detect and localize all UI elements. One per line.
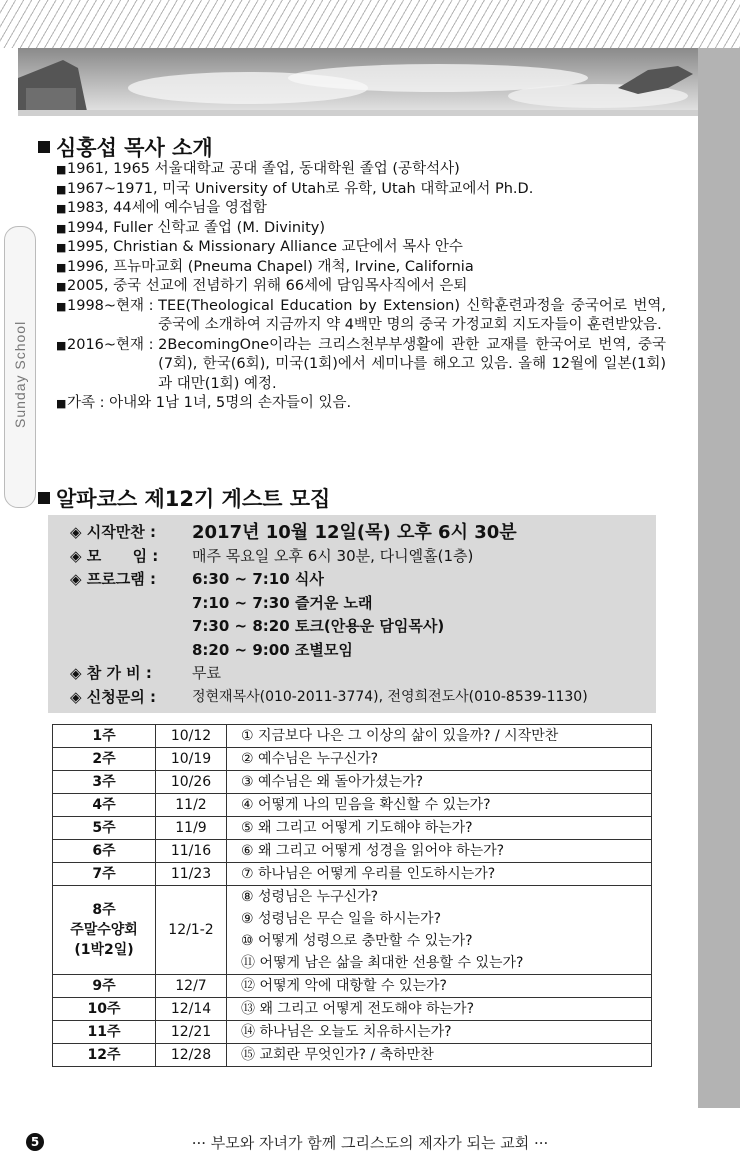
topic-cell [227,1044,652,1067]
topic-cell [227,840,652,863]
date-cell: 12/1-2 [156,886,227,975]
square-bullet-icon [38,492,50,504]
header-banner-image [18,48,698,116]
topic-line: ⑮ 교회란 무엇인가? / 축하만찬 [241,1047,434,1063]
schedule-row [53,794,652,817]
topic-line: ③ 예수님은 왜 돌아가셨는가? [241,774,424,790]
page-number: 5 [26,1133,44,1151]
week-cell: 2주 [53,748,156,771]
topic-line: ⑥ 왜 그리고 어떻게 성경을 읽어야 하는가? [241,843,505,859]
square-bullet-icon [38,141,50,153]
schedule-row [53,1044,652,1067]
week-cell: 11주 [53,1021,156,1044]
topic-line: ⑭ 하나님은 오늘도 치유하시는가? [241,1024,452,1040]
bio-item-year: 1994, [67,219,114,236]
schedule-row [53,771,652,794]
week-cell: 4주 [53,794,156,817]
date-cell: 11/16 [156,840,227,863]
topic-cell [227,748,652,771]
side-label: Sunday School [12,320,28,428]
bio-item [56,258,666,278]
bio-item-year: 2016~현재 : [67,336,159,353]
topic-line: ① 지금보다 나은 그 이상의 삶이 있을까? / 시작만찬 [241,728,559,744]
bio-item [56,394,666,414]
topic-line: ⑧ 성령님은 누구신가? [241,889,379,905]
meet-row: ◈ 모 임 : 매주 목요일 오후 6시 30분, 다니엘홀(1층) [70,546,474,565]
date-cell: 10/19 [156,748,227,771]
square-bullet-icon: ■ [56,397,67,410]
bio-item [56,277,666,297]
schedule-row [53,886,652,975]
bio-heading: 심홍섭 목사 소개 [38,132,213,162]
schedule-row [53,725,652,748]
date-cell: 10/12 [156,725,227,748]
topic-line: ⑨ 성령님은 무슨 일을 하시는가? [241,911,442,927]
schedule-table [52,724,652,1067]
week-cell: 1주 [53,725,156,748]
bio-item [56,297,666,336]
right-margin-bar [698,48,740,1108]
schedule-row [53,998,652,1021]
bio-item-year: 1998~현재 : [67,297,159,314]
bio-item-text: Christian & Missionary Alliance 교단에서 목사 안수 [113,239,463,255]
bio-item-year: 2005, [67,278,114,294]
bio-item-text: 2BecomingOne이라는 크리스천부부생활에 관한 교재를 한국어로 번역, 중국(7회), 한국(6회), 미국(1회)에서 세미나를 해오고 있음. 올해 12월에 일본(1회)과 대만(1회) 예정. [158,336,666,392]
bio-item [56,336,666,395]
topic-cell [227,886,652,975]
bio-item-year: 가족 : [67,395,110,411]
schedule-row [53,840,652,863]
schedule-row [53,817,652,840]
topic-cell [227,771,652,794]
contact-row: ◈ 신청문의 : 정현재목사(010-2011-3774), 전영희전도사(010-8539-1130) [70,687,588,706]
bio-item-year: 1995, [67,239,114,255]
date-cell: 12/21 [156,1021,227,1044]
date-cell: 11/23 [156,863,227,886]
footer-motto: ··· 부모와 자녀가 함께 그리스도의 제자가 되는 교회 ··· [191,1134,549,1152]
week-cell: 12주 [53,1044,156,1067]
week-cell: 7주 [53,863,156,886]
date-cell: 11/9 [156,817,227,840]
alpha-info-box: ◈ 시작만찬 : 2017년 10월 12일(목) 오후 6시 30분 ◈ 모 임 : 매주 목요일 오후 6시 30분, 다니엘홀(1층) ◈ 프로그램 : 6:30 ~ 7:10 식사 7:10 ~ 7:30 즐거운 노래 7:30 ~ 8:20 토크(안용운 담임목사) 8:20 ~ 9:00 조별모임 ◈ 참 가 비 : 무료 ◈ 신청문의 : 정현재목사(010-2011-3774), 전영희전도사(010-8539-1130) [48,515,656,713]
square-bullet-icon: ■ [56,260,67,274]
square-bullet-icon: ■ [56,221,67,235]
bio-item-text: TEE(Theological Education by Extension) 신학훈련과정을 중국어로 번역, 중국에 소개하여 지금까지 약 4백만 명의 중국 가정교회 지도자들이 훈련받았음. [158,297,666,333]
date-cell: 12/28 [156,1044,227,1067]
week-cell: 9주 [53,975,156,998]
topic-cell [227,1021,652,1044]
square-bullet-icon: ■ [56,299,67,313]
bio-item-text: 중국 선교에 전념하기 위해 66세에 담임목사직에서 은퇴 [113,278,468,294]
week-cell: 5주 [53,817,156,840]
square-bullet-icon: ■ [56,280,67,293]
topic-cell [227,725,652,748]
square-bullet-icon: ■ [56,241,67,254]
bio-item-year: 1983, [67,200,114,216]
start-row: ◈ 시작만찬 : 2017년 10월 12일(목) 오후 6시 30분 [70,522,517,543]
bio-item-year: 1961, 1965 [67,161,155,177]
square-bullet-icon: ■ [56,182,67,196]
week-cell: 10주 [53,998,156,1021]
bio-item-year: 1967~1971, [67,180,163,197]
program-row: ◈ 프로그램 : 6:30 ~ 7:10 식사 [70,570,324,588]
topic-cell [227,998,652,1021]
week-cell: 8주 주말수양회 (1박2일) [53,886,156,975]
date-cell: 10/26 [156,771,227,794]
topic-cell [227,817,652,840]
topic-cell [227,975,652,998]
topic-line: ⑫ 어떻게 악에 대항할 수 있는가? [241,978,447,994]
alpha-heading: 알파코스 제12기 게스트 모집 [38,483,330,513]
bio-item-text: Fuller 신학교 졸업 (M. Divinity) [113,219,325,236]
bio-item-text: 서울대학교 공대 졸업, 동대학원 졸업 (공학석사) [154,161,460,177]
schedule-row [53,863,652,886]
bio-list [56,160,666,414]
bio-item [56,219,666,239]
schedule-row [53,975,652,998]
hatch-pattern [0,0,740,48]
bio-item-text: 프뉴마교회 (Pneuma Chapel) 개척, Irvine, California [113,258,474,275]
topic-line: ⑪ 어떻게 남은 삶을 최대한 선용할 수 있는가? [241,955,524,971]
week-cell: 3주 [53,771,156,794]
fee-row: ◈ 참 가 비 : 무료 [70,664,221,682]
topic-line: ⑦ 하나님은 어떻게 우리를 인도하시는가? [241,866,496,882]
bio-item-text: 미국 University of Utah로 유학, Utah 대학교에서 Ph.D. [162,180,534,197]
date-cell: 11/2 [156,794,227,817]
bio-item-text: 44세에 예수님을 영접함 [113,200,267,216]
schedule-row [53,748,652,771]
date-cell: 12/7 [156,975,227,998]
square-bullet-icon: ■ [56,163,67,176]
schedule-row [53,1021,652,1044]
topic-line: ⑩ 어떻게 성령으로 충만할 수 있는가? [241,933,473,949]
topic-line: ⑤ 왜 그리고 어떻게 기도해야 하는가? [241,820,473,836]
bio-item-year: 1996, [67,258,114,275]
bio-item [56,199,666,219]
square-bullet-icon: ■ [56,338,67,352]
square-bullet-icon: ■ [56,202,67,215]
topic-line: ② 예수님은 누구신가? [241,751,379,767]
week-cell: 6주 [53,840,156,863]
bio-item [56,160,666,180]
topic-line: ④ 어떻게 나의 믿음을 확신할 수 있는가? [241,797,491,813]
date-cell: 12/14 [156,998,227,1021]
topic-cell [227,863,652,886]
bio-item-text: 아내와 1남 1녀, 5명의 손자들이 있음. [109,395,352,411]
topic-cell [227,794,652,817]
bio-item [56,238,666,258]
bio-item [56,180,666,200]
topic-line: ⑬ 왜 그리고 어떻게 전도해야 하는가? [241,1001,475,1017]
